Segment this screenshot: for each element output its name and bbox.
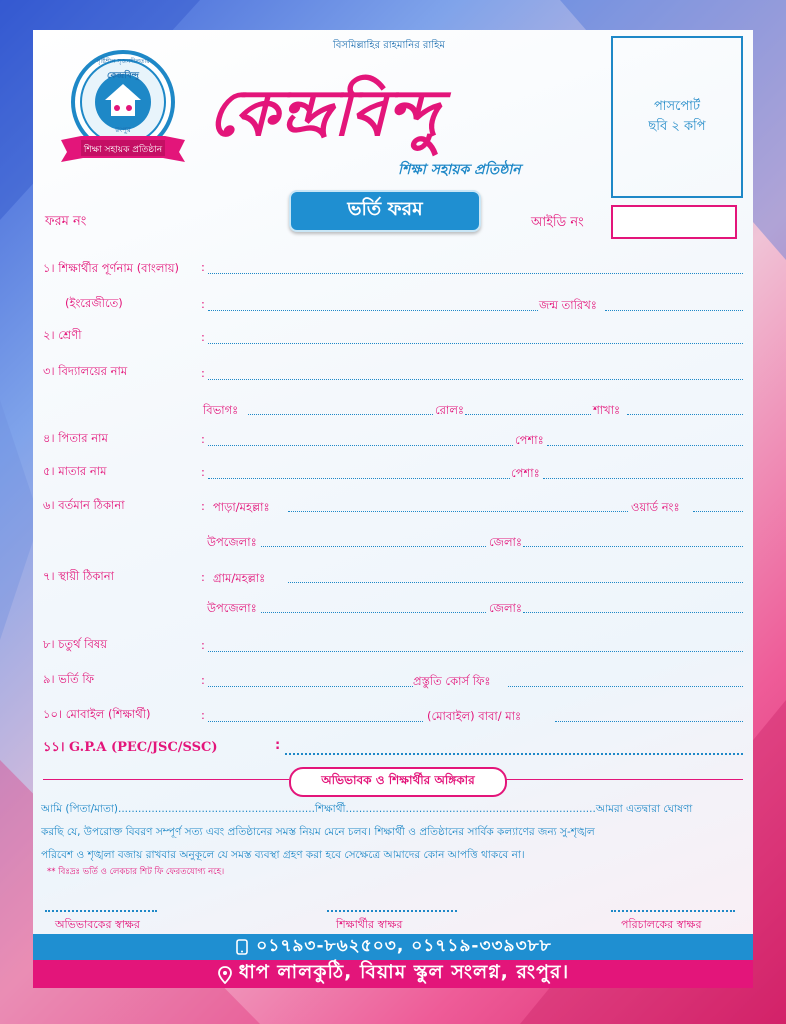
admission-fee-field[interactable] <box>208 686 413 687</box>
student-signature-line[interactable] <box>327 910 457 912</box>
district-label: জেলাঃ <box>489 535 522 549</box>
student-mobile-label: ১০। মোবাইল (শিক্ষার্থী) <box>43 707 151 721</box>
permanent-district-field[interactable] <box>523 612 743 613</box>
class-field[interactable] <box>208 343 743 344</box>
colon: : <box>201 297 205 311</box>
roll-label: রোলঃ <box>435 403 465 417</box>
roll-field[interactable] <box>465 414 591 415</box>
prep-course-fee-field[interactable] <box>508 686 743 687</box>
father-name-field[interactable] <box>208 445 513 446</box>
guardian-signature-label: অভিভাবকের স্বাক্ষর <box>55 918 140 931</box>
fourth-subject-field[interactable] <box>208 651 743 652</box>
institution-subtitle: শিক্ষা সহায়ক প্রতিষ্ঠান <box>398 162 521 178</box>
prep-course-fee-label: প্রস্তুতি কোর্স ফিঃ <box>413 674 491 688</box>
colon: : <box>201 330 205 344</box>
pledge-line-1: আমি (পিতা/মাতা)...........................................................শিক্ষার্থী...........................................................................আমরা এতদ্বারা ঘোষণা <box>41 803 693 815</box>
colon: : <box>201 708 205 722</box>
colon: : <box>201 465 205 479</box>
student-mobile-field[interactable] <box>208 721 423 722</box>
logo-name: কেন্দ্রবিন্দু <box>106 71 140 81</box>
colon: : <box>201 673 205 687</box>
student-name-english-label: (ইংরেজীতে) <box>65 296 123 310</box>
student-name-bangla-label: ১। শিক্ষার্থীর পূর্ণনাম (বাংলায়) <box>43 261 180 275</box>
phone-icon <box>234 939 250 955</box>
pledge-line-3: পরিবেশ ও শৃঙ্খলা বজায় রাখবার অনুকূলে যে সমস্ত ব্যবস্থা গ্রহণ করা হবে সেক্ষেত্রে আমাদের কোন আপত্তি থাকবে না। <box>41 849 525 861</box>
photo-label-line2: ছবি ২ কপি <box>648 119 706 134</box>
permanent-upazila-label: উপজেলাঃ <box>207 601 257 615</box>
director-signature-line[interactable] <box>611 910 735 912</box>
institution-name: কেন্দ্রবিন্দু <box>208 76 440 151</box>
admission-form-sheet <box>33 30 753 988</box>
colon: : <box>275 738 281 753</box>
division-label: বিভাগঃ <box>203 403 239 417</box>
school-name-field[interactable] <box>208 379 743 380</box>
parent-mobile-field[interactable] <box>555 721 743 722</box>
form-number-label: ফরম নং <box>45 214 87 229</box>
photo-label-line1: পাসপোর্ট <box>653 99 701 114</box>
logo-top-text: সৃষ্টিশীল সৃজনশীলতার <box>96 58 150 65</box>
mother-occupation-field[interactable] <box>543 478 743 479</box>
district-field[interactable] <box>523 546 743 547</box>
id-number-field[interactable] <box>611 205 737 239</box>
para-label: পাড়া/মহল্লাঃ <box>213 500 270 514</box>
dob-label: জন্ম তারিখঃ <box>539 298 597 312</box>
phone-bar <box>33 934 753 960</box>
father-occupation-label: পেশাঃ <box>515 433 544 447</box>
dob-field[interactable] <box>605 310 743 311</box>
gpa-label: ১১। G.P.A (PEC/JSC/SSC) <box>43 740 218 755</box>
village-field[interactable] <box>288 582 743 583</box>
location-pin-icon <box>217 966 233 982</box>
student-signature-label: শিক্ষার্থীর স্বাক্ষর <box>336 918 403 931</box>
mother-name-field[interactable] <box>208 478 510 479</box>
ward-field[interactable] <box>693 511 743 512</box>
school-name-label: ৩। বিদ্যালয়ের নাম <box>43 364 128 378</box>
pledge-divider-right <box>503 779 743 780</box>
refund-note: ** বিঃদ্রঃ ভর্তি ও লেকচার শিট ফি ফেরতযোগ্য নহে। <box>47 867 225 877</box>
phone-numbers: ০১৭৯৩-৮৬২৫০৩, ০১৭১৯-৩৩৯৩৮৮ <box>256 936 552 956</box>
institution-logo <box>51 44 201 179</box>
present-address-label: ৬। বর্তমান ঠিকানা <box>43 498 125 512</box>
father-name-label: ৪। পিতার নাম <box>43 431 108 445</box>
ward-label: ওয়ার্ড নংঃ <box>631 500 680 514</box>
permanent-upazila-field[interactable] <box>261 612 486 613</box>
permanent-district-label: জেলাঃ <box>489 601 522 615</box>
permanent-address-label: ৭। স্থায়ী ঠিকানা <box>43 569 114 583</box>
colon: : <box>201 366 205 380</box>
pledge-divider-left <box>43 779 289 780</box>
branch-label: শাখাঃ <box>593 403 621 417</box>
pledge-heading: অভিভাবক ও শিক্ষার্থীর অঙ্গিকার <box>289 767 507 797</box>
student-name-bangla-field[interactable] <box>208 273 743 274</box>
admission-fee-label: ৯। ভর্তি ফি <box>43 672 95 686</box>
gpa-field[interactable] <box>285 753 743 755</box>
mother-name-label: ৫। মাতার নাম <box>43 464 107 478</box>
branch-field[interactable] <box>627 414 743 415</box>
pledge-line-2: করছি যে, উপরোক্ত বিবরণ সম্পূর্ণ সত্য এবং প্রতিষ্ঠানের সমস্ত নিয়ম মেনে চলব। শিক্ষার্থী ও প্রতিষ্ঠানের সার্বিক কল্যাণের জন্য সু-শৃঙ্খল <box>41 826 595 838</box>
colon: : <box>201 499 205 513</box>
colon: : <box>201 570 205 584</box>
pledge-paragraph <box>41 798 745 867</box>
director-signature-label: পরিচালকের স্বাক্ষর <box>621 918 702 931</box>
colon: : <box>201 432 205 446</box>
student-name-english-field[interactable] <box>208 310 538 311</box>
mother-occupation-label: পেশাঃ <box>511 466 540 480</box>
division-field[interactable] <box>248 414 433 415</box>
para-field[interactable] <box>288 511 628 512</box>
address-text: ধাপ লালকুঠি, বিয়াম স্কুল সংলগ্ন, রংপুর। <box>238 961 570 983</box>
village-label: গ্রাম/মহল্লাঃ <box>213 571 266 585</box>
upazila-field[interactable] <box>261 546 486 547</box>
upazila-label: উপজেলাঃ <box>207 535 257 549</box>
form-title-badge: ভর্তি ফরম <box>289 190 481 232</box>
address-bar <box>33 960 753 988</box>
parent-mobile-label: (মোবাইল) বাবা/ মাঃ <box>427 709 522 723</box>
class-label: ২। শ্রেণী <box>43 328 82 342</box>
bismillah-text: বিসমিল্লাহির রাহমানির রাহিম <box>333 40 445 51</box>
id-number-label: আইডি নং <box>531 215 584 230</box>
logo-ribbon-text: শিক্ষা সহায়ক প্রতিষ্ঠান <box>83 145 163 155</box>
colon: : <box>201 260 205 274</box>
father-occupation-field[interactable] <box>547 445 743 446</box>
colon: : <box>201 638 205 652</box>
guardian-signature-line[interactable] <box>45 910 157 912</box>
passport-photo-box[interactable] <box>611 36 743 198</box>
logo-bottom-text: রংপুর <box>115 126 131 134</box>
fourth-subject-label: ৮। চতুর্থ বিষয় <box>43 637 107 651</box>
